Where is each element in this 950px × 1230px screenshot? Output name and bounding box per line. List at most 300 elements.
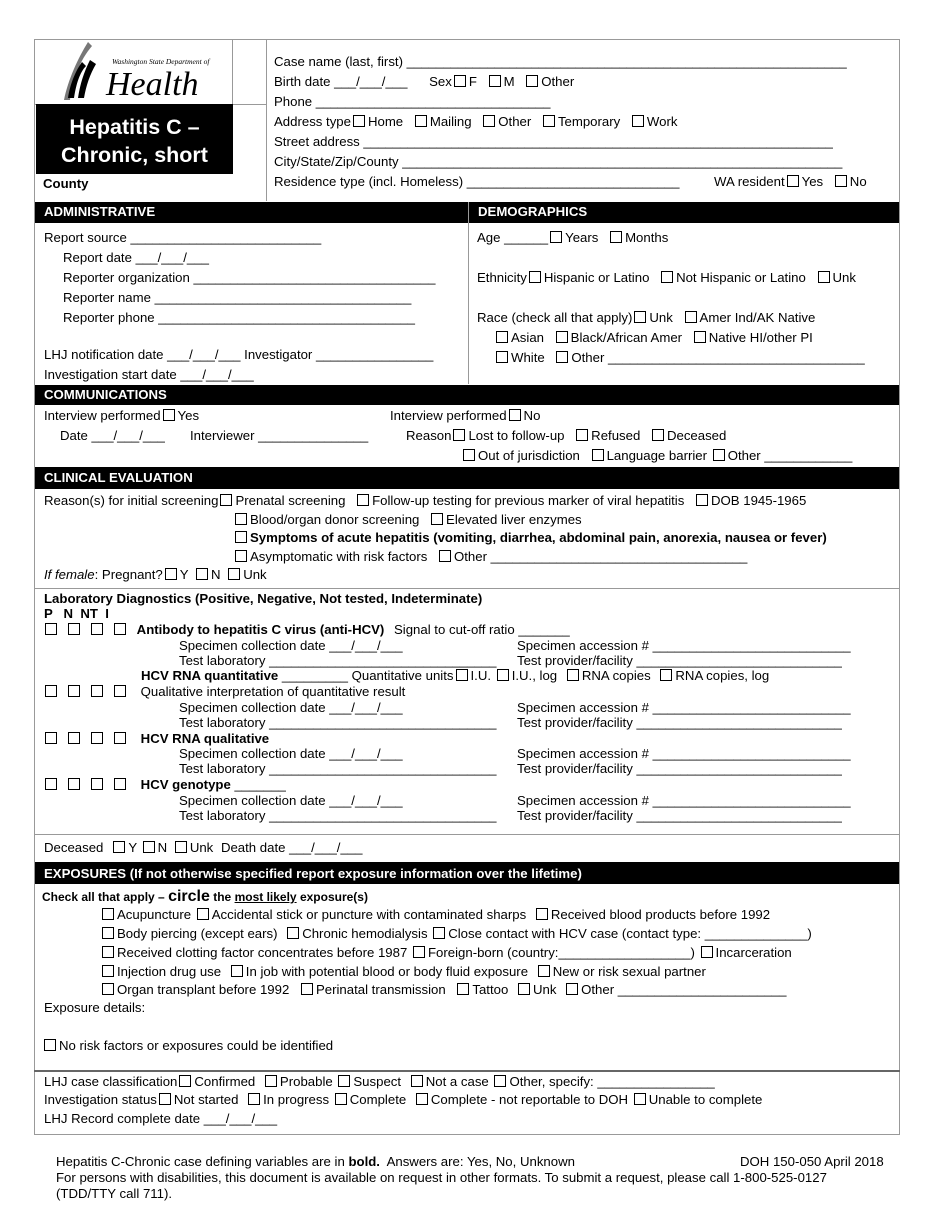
rna-copies-log-checkbox[interactable]: [660, 669, 672, 681]
months-checkbox[interactable]: [610, 231, 622, 243]
logo-health-text: Health: [106, 66, 199, 103]
rna-quant-label: HCV RNA quantitative: [141, 668, 279, 683]
tattoo-label: Tattoo: [472, 982, 509, 997]
rna-qual-nt-checkbox[interactable]: [91, 732, 103, 744]
header-divider-logo: [232, 39, 233, 104]
rna-copies-checkbox[interactable]: [567, 669, 579, 681]
symptoms-checkbox[interactable]: [235, 531, 247, 543]
anti-hcv-test-lab[interactable]: Test laboratory _______________________________: [179, 653, 497, 668]
interview-yes-label: Interview performed: [44, 408, 161, 423]
unable-label: Unable to complete: [648, 1092, 763, 1107]
blood-donor-checkbox[interactable]: [235, 513, 247, 525]
footer-line1b: bold.: [348, 1154, 380, 1169]
street-label: Street address ________________________________________________________________: [274, 134, 833, 149]
rna-qual-n-checkbox[interactable]: [68, 732, 80, 744]
rna-quant-nt-checkbox[interactable]: [91, 685, 103, 697]
addr-mailing-checkbox[interactable]: [415, 115, 427, 127]
signal-field[interactable]: Signal to cut-off ratio _______: [393, 622, 570, 637]
birth-sex-row: [274, 75, 574, 88]
qual-interp-row: [43, 685, 405, 698]
rna-qual-spec-date[interactable]: Specimen collection date ___/___/___: [179, 746, 403, 761]
sex-label: Sex: [429, 74, 452, 89]
genotype-spec-date[interactable]: Specimen collection date ___/___/___: [179, 793, 403, 808]
prenatal-label: Prenatal screening: [235, 493, 346, 508]
phone-field[interactable]: [274, 95, 551, 108]
rna-qual-i-checkbox[interactable]: [114, 732, 126, 744]
incarceration-checkbox[interactable]: [701, 946, 713, 958]
comm-other-checkbox[interactable]: [713, 449, 725, 461]
clinical-header: CLINICAL EVALUATION: [35, 467, 899, 489]
reporter-org-field[interactable]: [63, 271, 436, 284]
ethnicity-label: Ethnicity: [477, 270, 527, 285]
close-contact-label: Close contact with HCV case (contact type: ______________): [448, 926, 812, 941]
record-complete-field[interactable]: LHJ Record complete date ___/___/___: [44, 1111, 278, 1126]
refused-checkbox[interactable]: [576, 429, 588, 441]
exposure-unk-label: Unk: [532, 982, 557, 997]
rna-quant-spec-date[interactable]: Specimen collection date ___/___/___: [179, 700, 403, 715]
clotting-label: Received clotting factor concentrates before 1987: [117, 945, 408, 960]
interview-no-row: [390, 409, 540, 422]
comm-deceased-checkbox[interactable]: [652, 429, 664, 441]
footer-line-3: (TDD/TTY call 711).: [56, 1186, 173, 1201]
circle-label: circle: [168, 888, 210, 905]
acupuncture-checkbox[interactable]: [102, 908, 114, 920]
followup-checkbox[interactable]: [357, 494, 369, 506]
street-field[interactable]: [274, 135, 833, 148]
footer-line1a: Hepatitis C-Chronic case defining variables are in: [56, 1154, 349, 1169]
pregnant-label: : Pregnant?: [94, 567, 163, 582]
blood-donor-label: Blood/organ donor screening: [250, 512, 420, 527]
months-label: Months: [625, 230, 669, 245]
idu-label: Injection drug use: [117, 964, 222, 979]
screening-row-2: [233, 513, 582, 526]
deceased-n-checkbox[interactable]: [143, 841, 155, 853]
exposure-row-4: [100, 965, 706, 978]
county-label: County: [43, 176, 89, 191]
elevated-checkbox[interactable]: [431, 513, 443, 525]
no-risk-checkbox[interactable]: [44, 1039, 56, 1051]
organ-label: Organ transplant before 1992: [117, 982, 290, 997]
wa-resident-row: [714, 175, 867, 188]
if-female-label: If female: [44, 567, 95, 582]
investigation-start-label: Investigation start date ___/___/___: [44, 367, 254, 382]
pregnant-n-label: N: [211, 567, 221, 582]
sex-m-checkbox[interactable]: [489, 75, 501, 87]
addr-mailing-label: Mailing: [429, 114, 472, 129]
interview-no-label: Interview performed: [390, 408, 507, 423]
interview-yes-checkbox[interactable]: [163, 409, 175, 421]
rna-qual-test-lab[interactable]: Test laboratory _______________________________: [179, 761, 497, 776]
race-row-2: [494, 331, 813, 344]
asymptomatic-label: Asymptomatic with risk factors: [250, 549, 428, 564]
complete-not-checkbox[interactable]: [416, 1093, 428, 1105]
city-label: City/State/Zip/County ____________________________________________________________: [274, 154, 843, 169]
genotype-test-lab[interactable]: Test laboratory _______________________________: [179, 808, 497, 823]
exposure-other-label: Other _______________________: [581, 982, 787, 997]
yes-label: Yes: [177, 408, 200, 423]
check-all-row: [42, 889, 368, 905]
out-juris-checkbox[interactable]: [463, 449, 475, 461]
communications-header: COMMUNICATIONS: [35, 385, 899, 405]
interview-yes-row: [44, 409, 199, 422]
other-specify-label: Other, specify: ________________: [509, 1074, 715, 1089]
pnnti-header: P N NT I: [44, 606, 109, 621]
addr-home-label: Home: [367, 114, 404, 129]
pregnant-y-label: Y: [179, 567, 189, 582]
confirmed-label: Confirmed: [194, 1074, 256, 1089]
most-likely-label: most likely: [234, 890, 297, 904]
address-type-row: [274, 115, 677, 128]
birth-date-field[interactable]: Birth date ___/___/___: [274, 74, 408, 89]
rna-quant-n-checkbox[interactable]: [68, 685, 80, 697]
sex-f-checkbox[interactable]: [454, 75, 466, 87]
exposure-unk-checkbox[interactable]: [518, 983, 530, 995]
race-unk-checkbox[interactable]: [634, 311, 646, 323]
refused-label: Refused: [591, 428, 641, 443]
accidental-label: Accidental stick or puncture with contaminated sharps: [211, 907, 527, 922]
ethnicity-unk-checkbox[interactable]: [818, 271, 830, 283]
reporter-phone-label: Reporter phone ___________________________________: [63, 310, 416, 325]
interviewer-field[interactable]: [190, 429, 368, 442]
received-blood-checkbox[interactable]: [536, 908, 548, 920]
screening-other-label: Other ___________________________________: [454, 549, 748, 564]
suspect-label: Suspect: [353, 1074, 402, 1089]
form-title-line2: Chronic, short: [61, 142, 208, 167]
screening-row-1: [44, 494, 806, 507]
residence-label: Residence type (incl. Homeless) _____________________________: [274, 174, 680, 189]
dob-checkbox[interactable]: [696, 494, 708, 506]
organ-checkbox[interactable]: [102, 983, 114, 995]
race-other-label: Other ___________________________________: [571, 350, 865, 365]
white-checkbox[interactable]: [496, 351, 508, 363]
not-case-label: Not a case: [425, 1074, 489, 1089]
black-label: Black/African Amer: [570, 330, 683, 345]
complete-label: Complete: [349, 1092, 407, 1107]
check-all-label: Check all that apply –: [42, 890, 165, 904]
native-hi-label: Native HI/other PI: [708, 330, 813, 345]
ethnicity-unk-label: Unk: [832, 270, 856, 285]
comm-deceased-label: Deceased: [666, 428, 727, 443]
close-contact-checkbox[interactable]: [433, 927, 445, 939]
exposure-row-1: [100, 908, 770, 921]
lhj-notification-field[interactable]: [44, 348, 433, 361]
new-partner-checkbox[interactable]: [538, 965, 550, 977]
accidental-checkbox[interactable]: [197, 908, 209, 920]
no-label: No: [523, 408, 541, 423]
genotype-row: [43, 778, 286, 791]
genotype-test-prov[interactable]: Test provider/facility ____________________________: [517, 808, 842, 823]
genotype-p-checkbox[interactable]: [45, 778, 57, 790]
perinatal-label: Perinatal transmission: [315, 982, 446, 997]
not-hispanic-label: Not Hispanic or Latino: [676, 270, 806, 285]
anti-hcv-nt-checkbox[interactable]: [91, 623, 103, 635]
case-name-field[interactable]: [274, 55, 847, 68]
reporter-name-label: Reporter name ___________________________________: [63, 290, 412, 305]
not-case-checkbox[interactable]: [411, 1075, 423, 1087]
unable-checkbox[interactable]: [634, 1093, 646, 1105]
no-risk-row: [42, 1039, 333, 1052]
race-row-1: [477, 311, 815, 324]
deceased-row: [44, 841, 362, 854]
form-title: [36, 104, 233, 174]
interview-date-field[interactable]: [60, 429, 165, 442]
lab-title: Laboratory Diagnostics (Positive, Negative, Not tested, Indeterminate): [44, 591, 483, 606]
acupuncture-label: Acupuncture: [117, 907, 192, 922]
sex-m-label: M: [503, 74, 515, 89]
residence-field[interactable]: [274, 175, 679, 188]
race-row-3: [494, 351, 865, 364]
tattoo-checkbox[interactable]: [457, 983, 469, 995]
prenatal-checkbox[interactable]: [220, 494, 232, 506]
anti-hcv-i-checkbox[interactable]: [114, 623, 126, 635]
deceased-divider: [34, 834, 900, 835]
lost-checkbox[interactable]: [453, 429, 465, 441]
inv-status-label: Investigation status: [44, 1092, 157, 1107]
deceased-y-label: Y: [128, 840, 137, 855]
investigation-start-field[interactable]: [44, 368, 254, 381]
lang-barrier-checkbox[interactable]: [592, 449, 604, 461]
body-piercing-label: Body piercing (except ears): [117, 926, 278, 941]
foreign-born-checkbox[interactable]: [413, 946, 425, 958]
report-date-label: Report date ___/___/___: [63, 250, 209, 265]
rna-quant-row: [141, 669, 769, 682]
rna-qual-row: [43, 732, 269, 745]
out-juris-label: Out of jurisdiction: [478, 448, 580, 463]
probable-label: Probable: [279, 1074, 333, 1089]
footer-line-2: For persons with disabilities, this document is available on request in other formats. To submit a request, please call 1-800-525-0127: [56, 1170, 827, 1185]
deceased-y-checkbox[interactable]: [113, 841, 125, 853]
anti-hcv-spec-date[interactable]: Specimen collection date ___/___/___: [179, 638, 403, 653]
race-other-checkbox[interactable]: [556, 351, 568, 363]
genotype-n-checkbox[interactable]: [68, 778, 80, 790]
followup-label: Follow-up testing for previous marker of viral hepatitis: [372, 493, 685, 508]
exposure-details-field[interactable]: Exposure details:: [44, 1000, 146, 1015]
pregnant-row: [44, 568, 267, 581]
sex-other-label: Other: [541, 74, 575, 89]
screening-row-4: [233, 550, 747, 563]
amer-ind-label: Amer Ind/AK Native: [699, 310, 816, 325]
report-date-field[interactable]: [63, 251, 209, 264]
rna-qual-p-checkbox[interactable]: [45, 732, 57, 744]
wa-no-label: No: [849, 174, 867, 189]
exposure-row-5: [100, 983, 786, 996]
genotype-i-checkbox[interactable]: [114, 778, 126, 790]
race-label: Race (check all that apply): [477, 310, 633, 325]
wa-yes-checkbox[interactable]: [787, 175, 799, 187]
anti-hcv-n-checkbox[interactable]: [68, 623, 80, 635]
in-job-checkbox[interactable]: [231, 965, 243, 977]
deceased-n-label: N: [157, 840, 168, 855]
sex-other-checkbox[interactable]: [526, 75, 538, 87]
pregnant-y-checkbox[interactable]: [165, 568, 177, 580]
complete-not-label: Complete - not reportable to DOH: [430, 1092, 629, 1107]
interviewer-label: Interviewer _______________: [190, 428, 369, 443]
incarceration-label: Incarceration: [715, 945, 792, 960]
black-checkbox[interactable]: [556, 331, 568, 343]
doh-number: DOH 150-050 April 2018: [740, 1154, 884, 1169]
addr-home-checkbox[interactable]: [353, 115, 365, 127]
not-started-checkbox[interactable]: [159, 1093, 171, 1105]
received-blood-label: Received blood products before 1992: [550, 907, 771, 922]
in-job-label: In job with potential blood or body fluid exposure: [245, 964, 529, 979]
addr-other-checkbox[interactable]: [483, 115, 495, 127]
rna-quant-p-checkbox[interactable]: [45, 685, 57, 697]
genotype-spec-acc[interactable]: Specimen accession # ___________________________: [517, 793, 851, 808]
addr-temporary-label: Temporary: [557, 114, 621, 129]
report-source-field[interactable]: [44, 231, 321, 244]
administrative-header: ADMINISTRATIVE: [35, 202, 468, 223]
exposure-row-3: [100, 946, 792, 959]
asian-checkbox[interactable]: [496, 331, 508, 343]
header-divider-main: [266, 39, 267, 201]
screening-row-3: [233, 531, 827, 544]
screening-other-checkbox[interactable]: [439, 550, 451, 562]
reasons-label: Reason(s) for initial screening: [44, 493, 219, 508]
exposure-other-checkbox[interactable]: [566, 983, 578, 995]
lost-label: Lost to follow-up: [468, 428, 565, 443]
asymptomatic-checkbox[interactable]: [235, 550, 247, 562]
addr-temporary-checkbox[interactable]: [543, 115, 555, 127]
rna-copies-log-label: RNA copies, log: [675, 668, 770, 683]
health-logo: [60, 40, 220, 102]
deceased-unk-label: Unk: [189, 840, 214, 855]
case-name-label: Case name (last, first) ____________________________________________________________: [274, 54, 847, 69]
asian-label: Asian: [511, 330, 544, 345]
rna-quant-test-prov[interactable]: Test provider/facility ____________________________: [517, 715, 842, 730]
dob-label: DOB 1945-1965: [711, 493, 807, 508]
iu-log-label: I.U., log: [511, 668, 558, 683]
native-hi-checkbox[interactable]: [694, 331, 706, 343]
report-source-label: Report source __________________________: [44, 230, 322, 245]
lhj-notification-label: LHJ notification date ___/___/___ Investigator ________________: [44, 347, 434, 362]
qual-interp-label: Qualitative interpretation of quantitative result: [140, 684, 406, 699]
phone-label: Phone ________________________________: [274, 94, 551, 109]
lang-barrier-label: Language barrier: [606, 448, 708, 463]
footer-line1c: Answers are: Yes, No, Unknown: [379, 1154, 575, 1169]
body-piercing-checkbox[interactable]: [102, 927, 114, 939]
reason-row-2: [461, 449, 852, 462]
lab-divider-top: [34, 588, 900, 589]
amer-ind-checkbox[interactable]: [685, 311, 697, 323]
anti-hcv-spec-acc[interactable]: Specimen accession # ___________________________: [517, 638, 851, 653]
rna-qual-test-prov[interactable]: Test provider/facility ____________________________: [517, 761, 842, 776]
anti-hcv-test-prov[interactable]: Test provider/facility ____________________________: [517, 653, 842, 668]
no-risk-label: No risk factors or exposures could be identified: [59, 1038, 334, 1053]
iu-label: I.U.: [470, 668, 492, 683]
iu-checkbox[interactable]: [456, 669, 468, 681]
idu-checkbox[interactable]: [102, 965, 114, 977]
interview-date-label: Date ___/___/___: [60, 428, 165, 443]
perinatal-checkbox[interactable]: [301, 983, 313, 995]
genotype-nt-checkbox[interactable]: [91, 778, 103, 790]
probable-checkbox[interactable]: [265, 1075, 277, 1087]
lhj-class-row: [44, 1075, 715, 1088]
complete-checkbox[interactable]: [335, 1093, 347, 1105]
years-label: Years: [565, 230, 599, 245]
not-started-label: Not started: [173, 1092, 239, 1107]
anti-hcv-label: Antibody to hepatitis C virus (anti-HCV): [136, 622, 385, 637]
confirmed-checkbox[interactable]: [179, 1075, 191, 1087]
genotype-field[interactable]: _______: [230, 777, 286, 792]
sex-f-label: F: [468, 74, 477, 89]
suspect-checkbox[interactable]: [338, 1075, 350, 1087]
city-field[interactable]: [274, 155, 842, 168]
wa-yes-label: Yes: [801, 174, 824, 189]
addr-other-label: Other: [498, 114, 532, 129]
rna-qual-label: HCV RNA qualitative: [140, 731, 270, 746]
rna-qual-spec-acc[interactable]: Specimen accession # ___________________________: [517, 746, 851, 761]
years-checkbox[interactable]: [550, 231, 562, 243]
deceased-unk-checkbox[interactable]: [175, 841, 187, 853]
foreign-born-label: Foreign-born (country:__________________): [427, 945, 695, 960]
wa-resident-label: WA resident: [714, 174, 785, 189]
exposure-row-2: [100, 927, 812, 940]
anti-hcv-row: [43, 623, 570, 636]
in-progress-checkbox[interactable]: [248, 1093, 260, 1105]
chronic-hemo-checkbox[interactable]: [287, 927, 299, 939]
age-row: [477, 231, 668, 244]
not-hispanic-checkbox[interactable]: [661, 271, 673, 283]
deceased-label: Deceased: [44, 840, 104, 855]
rna-quant-spec-acc[interactable]: Specimen accession # ___________________________: [517, 700, 851, 715]
race-unk-label: Unk: [649, 310, 673, 325]
exposures-header: EXPOSURES (If not otherwise specified report exposure information over the lifetime): [35, 862, 899, 884]
addr-work-checkbox[interactable]: [632, 115, 644, 127]
pregnant-unk-label: Unk: [243, 567, 267, 582]
rna-quant-i-checkbox[interactable]: [114, 685, 126, 697]
new-partner-label: New or risk sexual partner: [552, 964, 706, 979]
white-label: White: [511, 350, 545, 365]
symptoms-label: Symptoms of acute hepatitis (vomiting, diarrhea, abdominal pain, anorexia, nausea or fever): [250, 530, 827, 545]
form-title-line1: Hepatitis C –: [69, 115, 200, 139]
hispanic-checkbox[interactable]: [529, 271, 541, 283]
reporter-phone-field[interactable]: [63, 311, 415, 324]
rna-quant-field[interactable]: _________ Quantitative units: [278, 668, 454, 683]
interview-no-checkbox[interactable]: [509, 409, 521, 421]
iu-log-checkbox[interactable]: [497, 669, 509, 681]
exposure-s-label: exposure(s): [299, 890, 368, 904]
in-progress-label: In progress: [263, 1092, 330, 1107]
ethnicity-row: [477, 271, 856, 284]
hispanic-label: Hispanic or Latino: [543, 270, 650, 285]
addr-work-label: Work: [646, 114, 678, 129]
the-label: the: [213, 890, 232, 904]
classification-divider: [34, 1070, 900, 1072]
footer-line-1: [56, 1155, 575, 1168]
reason-row-1: [406, 429, 726, 442]
reporter-org-label: Reporter organization _________________________________: [63, 270, 436, 285]
death-date-field[interactable]: Death date ___/___/___: [220, 840, 363, 855]
chronic-hemo-label: Chronic hemodialysis: [302, 926, 428, 941]
reason-label: Reason: [406, 428, 452, 443]
address-type-label: Address type: [274, 114, 351, 129]
pregnant-n-checkbox[interactable]: [196, 568, 208, 580]
wa-no-checkbox[interactable]: [835, 175, 847, 187]
clotting-checkbox[interactable]: [102, 946, 114, 958]
admin-demo-divider: [468, 202, 469, 384]
other-specify-checkbox[interactable]: [494, 1075, 506, 1087]
anti-hcv-p-checkbox[interactable]: [45, 623, 57, 635]
comm-other-label: Other ____________: [727, 448, 853, 463]
demographics-header: DEMOGRAPHICS: [469, 202, 899, 223]
reporter-name-field[interactable]: [63, 291, 411, 304]
logo-small-text: Washington State Department of: [112, 57, 210, 66]
inv-status-row: [44, 1093, 762, 1106]
age-field[interactable]: Age ______: [477, 230, 549, 245]
lhj-class-label: LHJ case classification: [44, 1074, 178, 1089]
pregnant-unk-checkbox[interactable]: [228, 568, 240, 580]
rna-quant-test-lab[interactable]: Test laboratory _______________________________: [179, 715, 497, 730]
